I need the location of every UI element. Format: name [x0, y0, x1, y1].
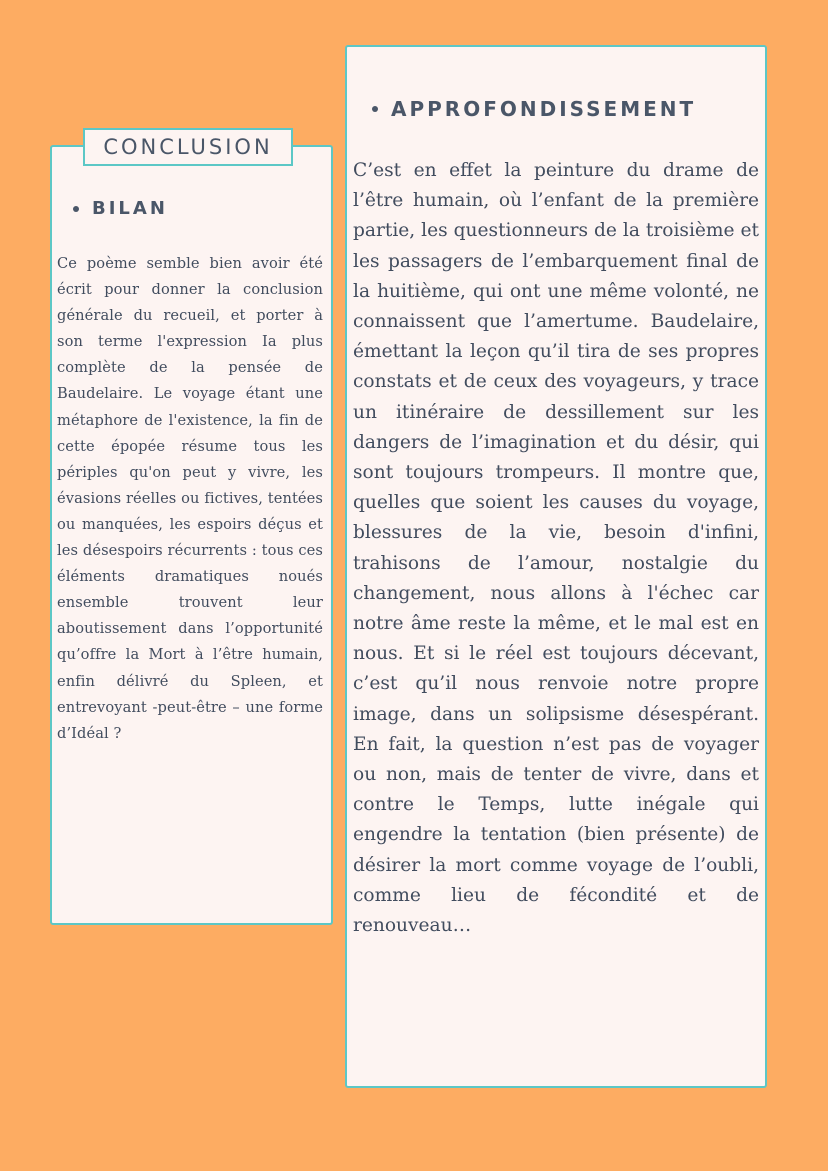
- approfondissement-heading: [372, 97, 696, 121]
- bilan-heading-label: BILAN: [92, 198, 168, 219]
- conclusion-title: CONCLUSION: [83, 128, 293, 166]
- bullet-icon: [73, 206, 79, 212]
- bilan-heading: [73, 198, 168, 219]
- approfondissement-paragraph: C’est en effet la peinture du drame de l’être humain, où l’enfant de la première partie, les questionneurs de la troisième et les passagers de l’embarquement final de la huitième, qui ont une même volonté, ne connaissent que l’amertume. Baudelaire, émettant la leçon qu’il tira de ses propres constats et de ceux des voyageurs, y trace un itinéraire de dessillement sur les dangers de l’imagination et du désir, qui sont toujours trompeurs. Il montre que, quelles que soient les causes du voyage, blessures de la vie, besoin d'infini, trahisons de l’amour, nostalgie du changement, nous allons à l'échec car notre âme reste la même, et le mal est en nous. Et si le réel est toujours décevant, c’est qu’il nous renvoie notre propre image, dans un solipsisme désespérant. En fait, la question n’est pas de voyager ou non, mais de tenter de vivre, dans et contre le Temps, lutte inégale qui engendre la tentation (bien présente) de désirer la mort comme voyage de l’oubli, comme lieu de fécondité et de renouveau…: [353, 160, 759, 937]
- approfondissement-heading-label: APPROFONDISSEMENT: [391, 97, 697, 121]
- bullet-icon: [372, 106, 378, 112]
- bilan-paragraph: Ce poème semble bien avoir été écrit pour donner la conclusion générale du recueil, et porter à son terme l'expression Ia plus complète de la pensée de Baudelaire. Le voyage étant une métaphore de l'existence, la fin de cette épopée résume tous les périples qu'on peut y vivre, les évasions réelles ou fictives, tentées ou manquées, les espoirs déçus et les désespoirs récurrents : tous ces éléments dramatiques noués ensemble trouvent leur aboutissement dans l’opportunité qu’offre la Mort à l’être humain, enfin délivré du Spleen, et entrevoyant -peut-être – une forme d’Idéal ?: [57, 255, 323, 742]
